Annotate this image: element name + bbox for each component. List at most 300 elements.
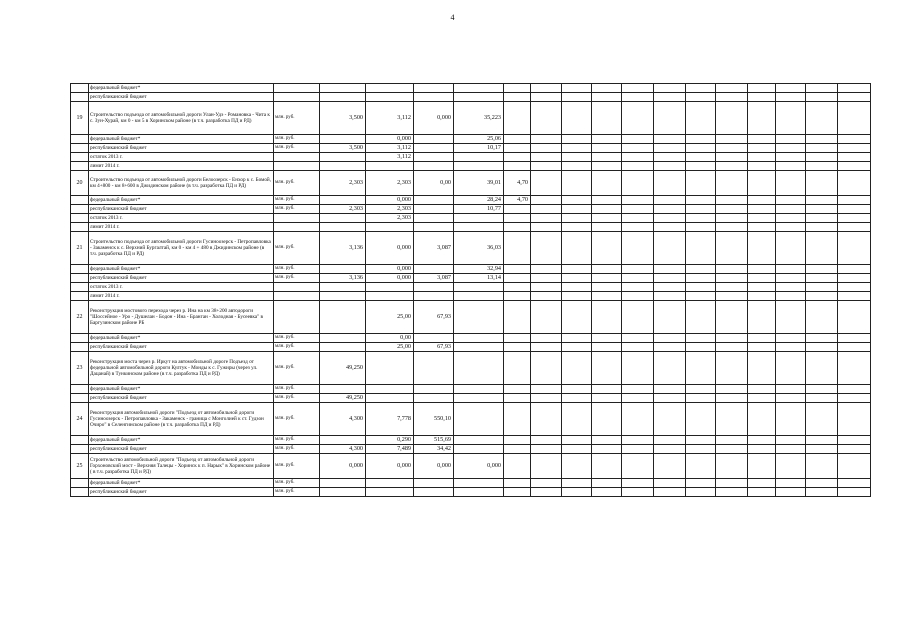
value-cell <box>366 283 414 292</box>
empty-cell <box>776 144 806 153</box>
row-description: республиканский бюджет <box>89 445 274 454</box>
empty-cell <box>748 223 776 232</box>
value-cell <box>366 93 414 102</box>
value-cell: 2,303 <box>366 214 414 223</box>
value-cell <box>414 162 454 171</box>
row-index <box>71 84 89 93</box>
empty-cell <box>562 144 592 153</box>
empty-cell <box>622 403 654 436</box>
empty-cell <box>562 171 592 196</box>
row-description: федеральный бюджет* <box>89 135 274 144</box>
empty-cell <box>838 223 871 232</box>
row-index <box>71 274 89 283</box>
value-cell: 0,000 <box>366 454 414 479</box>
row-unit <box>274 283 320 292</box>
value-cell: 4,70 <box>504 196 531 205</box>
row-index <box>71 292 89 301</box>
empty-cell <box>716 102 748 135</box>
empty-cell <box>716 84 748 93</box>
empty-cell <box>622 479 654 488</box>
empty-cell <box>776 171 806 196</box>
table-row <box>71 93 871 102</box>
empty-cell <box>531 445 562 454</box>
value-cell <box>414 334 454 343</box>
empty-cell <box>622 385 654 394</box>
empty-cell <box>654 196 686 205</box>
empty-cell <box>776 84 806 93</box>
value-cell <box>504 301 531 334</box>
empty-cell <box>654 436 686 445</box>
empty-cell <box>716 93 748 102</box>
row-description: республиканский бюджет <box>89 274 274 283</box>
empty-cell <box>592 343 622 352</box>
empty-cell <box>748 301 776 334</box>
empty-cell <box>748 214 776 223</box>
empty-cell <box>592 488 622 497</box>
empty-cell <box>806 301 838 334</box>
empty-cell <box>562 214 592 223</box>
row-index <box>71 394 89 403</box>
table-row <box>71 343 871 352</box>
empty-cell <box>592 454 622 479</box>
empty-cell <box>562 385 592 394</box>
empty-cell <box>806 454 838 479</box>
value-cell: 3,112 <box>366 102 414 135</box>
empty-cell <box>776 223 806 232</box>
empty-cell <box>562 196 592 205</box>
empty-cell <box>622 454 654 479</box>
value-cell <box>504 352 531 385</box>
empty-cell <box>592 283 622 292</box>
empty-cell <box>806 102 838 135</box>
value-cell <box>414 153 454 162</box>
empty-cell <box>531 274 562 283</box>
value-cell <box>414 352 454 385</box>
row-unit: млн. руб. <box>274 385 320 394</box>
value-cell: 3,087 <box>414 274 454 283</box>
value-cell: 2,303 <box>366 205 414 214</box>
row-description: Строительство подъезда от автомобильной дороги Гусиноозерск - Петропавловка - Закаменск к с. Верхний Бургалтай, км 0 - км 4 + 480 в Джидинском районе (в т.ч. разработка ПД и РД) <box>89 232 274 265</box>
row-index <box>71 135 89 144</box>
empty-cell <box>776 93 806 102</box>
row-index <box>71 445 89 454</box>
row-description: остаток 2013 г. <box>89 283 274 292</box>
value-cell <box>414 196 454 205</box>
empty-cell <box>622 274 654 283</box>
row-description: Реконструкция моста через р. Иркут на автомобильной дороге Подъезд от федеральной автомобильной дороги Култук - Монды к с. Гужиры (через ул. Дацанай) в Тункинском районе (в т.ч. разработка ПД и РД) <box>89 352 274 385</box>
empty-cell <box>622 144 654 153</box>
empty-cell <box>654 162 686 171</box>
value-cell: 3,087 <box>414 232 454 265</box>
empty-cell <box>592 301 622 334</box>
value-cell: 4,70 <box>504 171 531 196</box>
row-description: федеральный бюджет* <box>89 84 274 93</box>
empty-cell <box>838 153 871 162</box>
empty-cell <box>654 394 686 403</box>
empty-cell <box>838 162 871 171</box>
value-cell <box>504 445 531 454</box>
empty-cell <box>654 93 686 102</box>
empty-cell <box>592 162 622 171</box>
empty-cell <box>838 283 871 292</box>
empty-cell <box>592 214 622 223</box>
empty-cell <box>838 205 871 214</box>
value-cell <box>414 205 454 214</box>
value-cell <box>454 445 504 454</box>
value-cell: 10,77 <box>454 205 504 214</box>
value-cell <box>504 488 531 497</box>
row-index <box>71 205 89 214</box>
value-cell <box>320 196 366 205</box>
value-cell: 3,500 <box>320 144 366 153</box>
empty-cell <box>686 436 716 445</box>
row-unit: млн. руб. <box>274 445 320 454</box>
empty-cell <box>776 301 806 334</box>
empty-cell <box>806 274 838 283</box>
empty-cell <box>716 135 748 144</box>
empty-cell <box>562 265 592 274</box>
table-row <box>71 445 871 454</box>
empty-cell <box>622 223 654 232</box>
value-cell: 0,000 <box>414 454 454 479</box>
row-unit: млн. руб. <box>274 171 320 196</box>
empty-cell <box>776 334 806 343</box>
value-cell: 550,10 <box>414 403 454 436</box>
empty-cell <box>622 162 654 171</box>
row-index <box>71 144 89 153</box>
empty-cell <box>716 214 748 223</box>
value-cell: 49,250 <box>320 352 366 385</box>
empty-cell <box>531 454 562 479</box>
value-cell <box>454 436 504 445</box>
empty-cell <box>748 84 776 93</box>
row-unit: млн. руб. <box>274 352 320 385</box>
empty-cell <box>686 144 716 153</box>
empty-cell <box>716 454 748 479</box>
row-unit: млн. руб. <box>274 205 320 214</box>
empty-cell <box>776 292 806 301</box>
value-cell <box>366 223 414 232</box>
empty-cell <box>562 135 592 144</box>
value-cell <box>504 223 531 232</box>
empty-cell <box>806 385 838 394</box>
row-unit: млн. руб. <box>274 135 320 144</box>
value-cell <box>504 436 531 445</box>
empty-cell <box>622 292 654 301</box>
empty-cell <box>838 301 871 334</box>
empty-cell <box>686 292 716 301</box>
empty-cell <box>686 265 716 274</box>
value-cell <box>320 214 366 223</box>
empty-cell <box>654 265 686 274</box>
table-row <box>71 283 871 292</box>
empty-cell <box>531 162 562 171</box>
empty-cell <box>592 334 622 343</box>
empty-cell <box>654 135 686 144</box>
empty-cell <box>748 171 776 196</box>
empty-cell <box>562 93 592 102</box>
empty-cell <box>806 84 838 93</box>
row-unit: млн. руб. <box>274 144 320 153</box>
empty-cell <box>776 214 806 223</box>
row-unit: млн. руб. <box>274 479 320 488</box>
empty-cell <box>531 479 562 488</box>
row-description: республиканский бюджет <box>89 93 274 102</box>
empty-cell <box>686 394 716 403</box>
empty-cell <box>622 283 654 292</box>
value-cell <box>504 283 531 292</box>
empty-cell <box>622 352 654 385</box>
value-cell <box>414 488 454 497</box>
empty-cell <box>716 488 748 497</box>
empty-cell <box>838 479 871 488</box>
value-cell <box>504 93 531 102</box>
value-cell <box>504 205 531 214</box>
empty-cell <box>748 93 776 102</box>
row-unit: млн. руб. <box>274 265 320 274</box>
empty-cell <box>748 394 776 403</box>
row-unit <box>274 162 320 171</box>
value-cell <box>454 394 504 403</box>
value-cell: 3,136 <box>320 274 366 283</box>
value-cell <box>366 84 414 93</box>
row-description: Реконструкция автомобильной дороги "Подъезд от автомобильной дороги Гусиноозерск - Петропавловка - Закаменск - граница с Монголией к ст. Гудзон Очиро" в Селенгинском районе (в т.ч. разработка ПД и РД) <box>89 403 274 436</box>
empty-cell <box>748 479 776 488</box>
empty-cell <box>686 102 716 135</box>
empty-cell <box>592 205 622 214</box>
empty-cell <box>592 403 622 436</box>
empty-cell <box>776 352 806 385</box>
row-index <box>71 196 89 205</box>
empty-cell <box>531 343 562 352</box>
value-cell: 25,00 <box>366 343 414 352</box>
empty-cell <box>531 93 562 102</box>
empty-cell <box>776 135 806 144</box>
value-cell <box>414 93 454 102</box>
row-index <box>71 488 89 497</box>
empty-cell <box>838 232 871 265</box>
value-cell <box>504 144 531 153</box>
value-cell <box>504 153 531 162</box>
empty-cell <box>654 102 686 135</box>
empty-cell <box>838 343 871 352</box>
table-row <box>71 394 871 403</box>
row-description: Строительство автомобильной дороги "Подъезд от автомобильной дороги Горхоновский мост - Верхняя Талецы - Хоринск к п. Нарык" в Хоринском районе ( в т.ч. разработка ПД и РД) <box>89 454 274 479</box>
value-cell: 25,06 <box>454 135 504 144</box>
empty-cell <box>686 223 716 232</box>
empty-cell <box>748 343 776 352</box>
empty-cell <box>622 171 654 196</box>
empty-cell <box>838 135 871 144</box>
empty-cell <box>531 283 562 292</box>
empty-cell <box>806 205 838 214</box>
value-cell <box>320 223 366 232</box>
empty-cell <box>838 352 871 385</box>
empty-cell <box>654 274 686 283</box>
empty-cell <box>776 283 806 292</box>
empty-cell <box>562 352 592 385</box>
empty-cell <box>622 343 654 352</box>
value-cell <box>414 283 454 292</box>
empty-cell <box>806 153 838 162</box>
empty-cell <box>531 153 562 162</box>
empty-cell <box>838 385 871 394</box>
value-cell <box>320 265 366 274</box>
empty-cell <box>654 352 686 385</box>
empty-cell <box>686 171 716 196</box>
empty-cell <box>531 232 562 265</box>
empty-cell <box>562 479 592 488</box>
value-cell <box>320 385 366 394</box>
empty-cell <box>562 223 592 232</box>
empty-cell <box>654 454 686 479</box>
value-cell: 0,000 <box>366 265 414 274</box>
empty-cell <box>776 162 806 171</box>
value-cell <box>320 162 366 171</box>
row-unit <box>274 84 320 93</box>
empty-cell <box>592 232 622 265</box>
empty-cell <box>654 343 686 352</box>
value-cell: 2,303 <box>320 205 366 214</box>
empty-cell <box>592 394 622 403</box>
empty-cell <box>531 196 562 205</box>
empty-cell <box>716 334 748 343</box>
value-cell: 3,500 <box>320 102 366 135</box>
value-cell: 0,000 <box>366 196 414 205</box>
empty-cell <box>562 102 592 135</box>
value-cell <box>454 334 504 343</box>
empty-cell <box>806 93 838 102</box>
empty-cell <box>592 436 622 445</box>
empty-cell <box>592 223 622 232</box>
row-unit <box>274 301 320 334</box>
empty-cell <box>686 84 716 93</box>
empty-cell <box>748 232 776 265</box>
empty-cell <box>686 488 716 497</box>
empty-cell <box>838 265 871 274</box>
empty-cell <box>531 171 562 196</box>
value-cell: 0,000 <box>366 135 414 144</box>
value-cell <box>504 292 531 301</box>
empty-cell <box>838 488 871 497</box>
empty-cell <box>748 162 776 171</box>
value-cell: 36,03 <box>454 232 504 265</box>
empty-cell <box>654 232 686 265</box>
empty-cell <box>562 162 592 171</box>
row-description: Реконструкция мостового перехода через р. Ина на км 38+200 автодороги "Шоссейное - Уро - Душелан - Бодон - Ина - Бранган - Холодная - Бусеевка" в Баргузинском районе РБ <box>89 301 274 334</box>
value-cell: 0,00 <box>366 334 414 343</box>
empty-cell <box>622 84 654 93</box>
empty-cell <box>592 153 622 162</box>
empty-cell <box>716 394 748 403</box>
empty-cell <box>592 171 622 196</box>
empty-cell <box>686 385 716 394</box>
empty-cell <box>716 162 748 171</box>
row-index <box>71 334 89 343</box>
value-cell <box>366 352 414 385</box>
empty-cell <box>748 283 776 292</box>
empty-cell <box>686 352 716 385</box>
empty-cell <box>748 445 776 454</box>
empty-cell <box>562 445 592 454</box>
empty-cell <box>592 385 622 394</box>
empty-cell <box>716 232 748 265</box>
value-cell <box>504 214 531 223</box>
empty-cell <box>562 334 592 343</box>
table-row <box>71 196 871 205</box>
empty-cell <box>531 334 562 343</box>
row-description: федеральный бюджет* <box>89 196 274 205</box>
value-cell: 0,000 <box>454 454 504 479</box>
value-cell <box>504 343 531 352</box>
empty-cell <box>562 488 592 497</box>
row-unit: млн. руб. <box>274 394 320 403</box>
empty-cell <box>531 436 562 445</box>
value-cell: 3,136 <box>320 232 366 265</box>
empty-cell <box>686 403 716 436</box>
empty-cell <box>622 265 654 274</box>
row-unit: млн. руб. <box>274 454 320 479</box>
table-row <box>71 436 871 445</box>
row-index <box>71 343 89 352</box>
value-cell <box>504 274 531 283</box>
empty-cell <box>748 488 776 497</box>
table-row <box>71 102 871 135</box>
value-cell <box>366 292 414 301</box>
empty-cell <box>654 153 686 162</box>
empty-cell <box>806 479 838 488</box>
row-unit: млн. руб. <box>274 274 320 283</box>
value-cell <box>454 153 504 162</box>
value-cell: 35,223 <box>454 102 504 135</box>
row-index <box>71 436 89 445</box>
value-cell <box>366 162 414 171</box>
empty-cell <box>654 171 686 196</box>
empty-cell <box>622 334 654 343</box>
empty-cell <box>686 205 716 214</box>
value-cell <box>504 135 531 144</box>
row-description: Строительство подъезда от автомобильной дороги Улан-Удэ - Романовка - Чита к с. Зун-Хурай, км 0 - км 5 в Хоринском районе (в т.ч. разработка ПД и РД) <box>89 102 274 135</box>
empty-cell <box>748 292 776 301</box>
empty-cell <box>654 334 686 343</box>
empty-cell <box>776 436 806 445</box>
table-row <box>71 84 871 93</box>
empty-cell <box>592 93 622 102</box>
empty-cell <box>716 196 748 205</box>
empty-cell <box>622 135 654 144</box>
value-cell <box>414 479 454 488</box>
value-cell <box>320 93 366 102</box>
value-cell <box>504 479 531 488</box>
row-unit: млн. руб. <box>274 343 320 352</box>
empty-cell <box>748 196 776 205</box>
empty-cell <box>806 196 838 205</box>
row-description: республиканский бюджет <box>89 343 274 352</box>
empty-cell <box>531 385 562 394</box>
value-cell <box>504 385 531 394</box>
empty-cell <box>716 205 748 214</box>
empty-cell <box>622 232 654 265</box>
empty-cell <box>838 84 871 93</box>
value-cell <box>454 352 504 385</box>
empty-cell <box>716 301 748 334</box>
table-row <box>71 488 871 497</box>
value-cell <box>366 488 414 497</box>
empty-cell <box>686 343 716 352</box>
row-unit: млн. руб. <box>274 334 320 343</box>
row-index <box>71 153 89 162</box>
value-cell: 515,69 <box>414 436 454 445</box>
